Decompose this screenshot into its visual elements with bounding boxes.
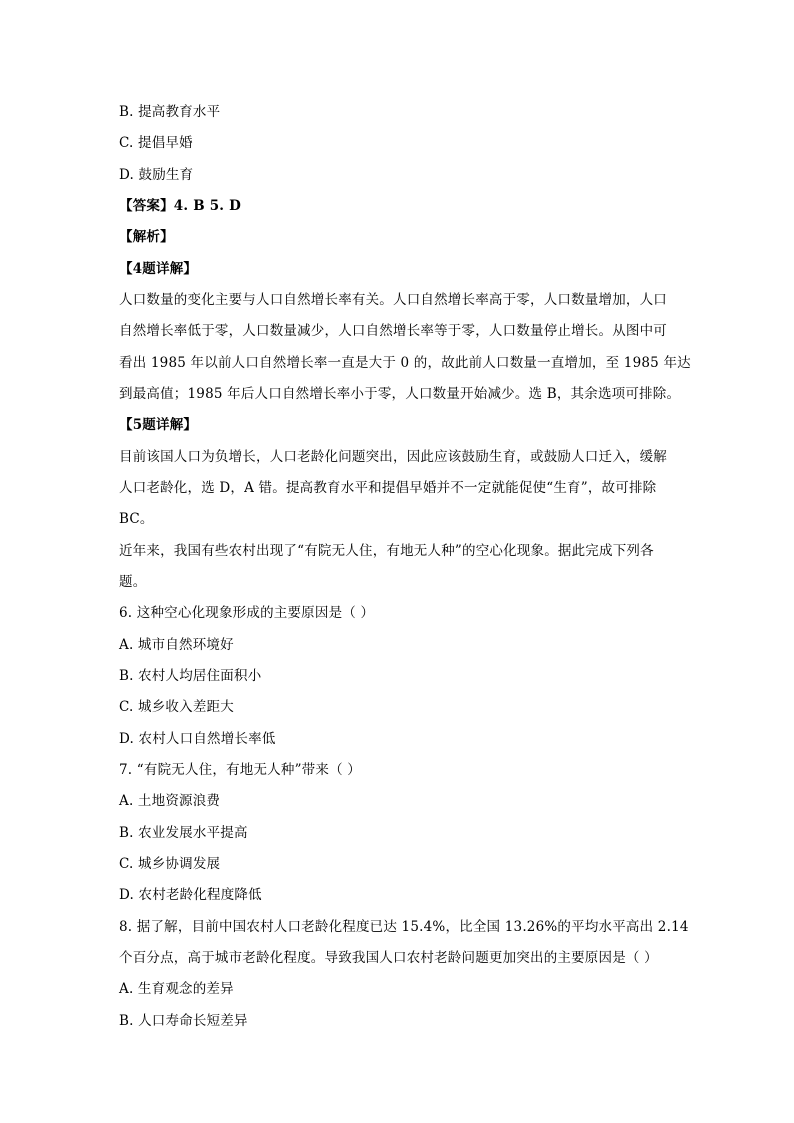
option-c-q5: C. 提倡早婚 xyxy=(119,135,193,151)
q5-detail-line-1: 目前该国人口为负增长，人口老龄化问题突出，因此应该鼓励生育，或鼓励人口迁入，缓解 xyxy=(119,449,667,465)
question-8-line-1: 8. 据了解，目前中国农村人口老龄化程度已达 15.4%，比全国 13.26%的平均水平高出 2.14 xyxy=(119,919,689,935)
answer-line: 【答案】4. B 5. D xyxy=(119,198,242,214)
option-d-q5: D. 鼓励生育 xyxy=(119,167,194,183)
intro-line-1: 近年来，我国有些农村出现了“有院无人住，有地无人种”的空心化现象。据此完成下列各 xyxy=(119,543,654,559)
q7-option-c: C. 城乡协调发展 xyxy=(119,856,221,872)
q5-detail-heading: 【5题详解】 xyxy=(119,417,198,433)
analysis-heading: 【解析】 xyxy=(119,229,174,245)
q6-option-d: D. 农村人口自然增长率低 xyxy=(119,731,276,747)
intro-line-2: 题。 xyxy=(119,574,147,590)
question-6: 6. 这种空心化现象形成的主要原因是（ ） xyxy=(119,605,375,621)
q8-option-b: B. 人口寿命长短差异 xyxy=(119,1013,248,1029)
q4-detail-line-4: 到最高值；1985 年后人口自然增长率小于零，人口数量开始减少。选 B，其余选项可排除。 xyxy=(119,386,681,402)
q7-option-d: D. 农村老龄化程度降低 xyxy=(119,887,262,903)
q7-option-a: A. 土地资源浪费 xyxy=(119,793,221,809)
q6-option-c: C. 城乡收入差距大 xyxy=(119,699,234,715)
q4-detail-line-3: 看出 1985 年以前人口自然增长率一直是大于 0 的，故此前人口数量一直增加，至 1985 年达 xyxy=(119,355,691,371)
q4-detail-line-1: 人口数量的变化主要与人口自然增长率有关。人口自然增长率高于零，人口数量增加，人口 xyxy=(119,292,667,308)
option-b-q5: B. 提高教育水平 xyxy=(119,104,221,120)
q7-option-b: B. 农业发展水平提高 xyxy=(119,825,248,841)
q6-option-b: B. 农村人均居住面积小 xyxy=(119,668,262,684)
q5-detail-line-3: BC。 xyxy=(119,511,154,527)
q5-detail-line-2: 人口老龄化，选 D，A 错。提高教育水平和提倡早婚并不一定就能促使“生育”，故可排除 xyxy=(119,480,657,496)
q4-detail-line-2: 自然增长率低于零，人口数量减少，人口自然增长率等于零，人口数量停止增长。从图中可 xyxy=(119,323,667,339)
question-8-line-2: 个百分点，高于城市老龄化程度。导致我国人口农村老龄问题更加突出的主要原因是（ ） xyxy=(119,950,658,966)
q8-option-a: A. 生育观念的差异 xyxy=(119,981,234,997)
question-7: 7. “有院无人住，有地无人种”带来（ ） xyxy=(119,762,361,778)
q4-detail-heading: 【4题详解】 xyxy=(119,261,198,277)
q6-option-a: A. 城市自然环境好 xyxy=(119,637,234,653)
